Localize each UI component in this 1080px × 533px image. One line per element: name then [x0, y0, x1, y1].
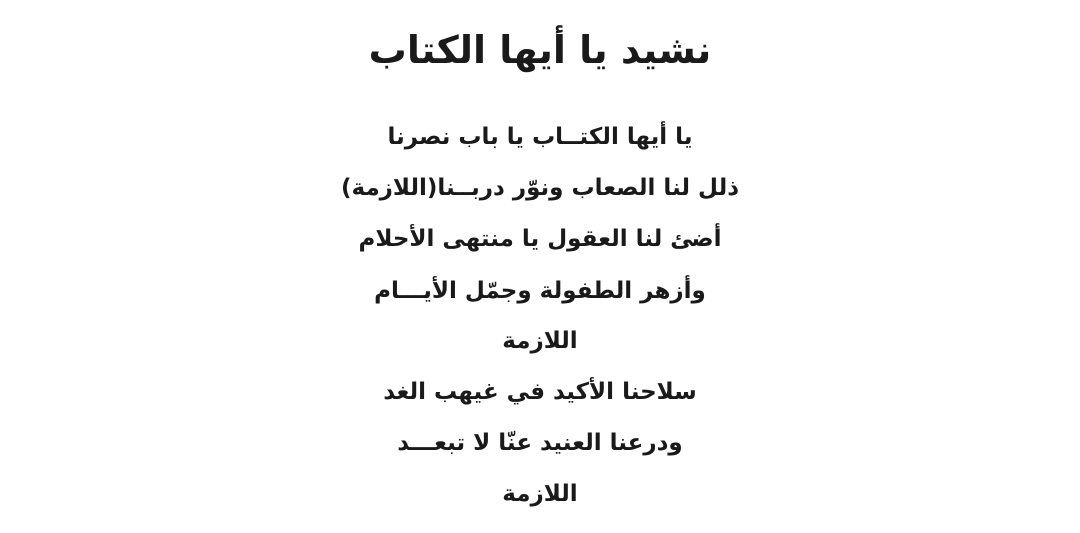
- verse-line-3: أضئ لنا العقول يا منتهى الأحلام: [358, 226, 722, 252]
- verse-line-4: وأزهر الطفولة وجمّل الأيـــام: [374, 278, 706, 304]
- verse-line-6: ودرعنا العنيد عنّا لا تبعـــد: [397, 430, 683, 456]
- refrain-line-1: اللازمة: [502, 328, 578, 354]
- page-title: نشيد يا أيها الكتاب: [368, 28, 712, 72]
- refrain-line-2: اللازمة: [502, 481, 578, 507]
- verse-line-5: سلاحنا الأكيد في غيهب الغد: [383, 379, 697, 405]
- verse-line-1: يا أيها الكتــاب يا باب نصرنا: [387, 124, 693, 150]
- verse-line-2: ذلل لنا الصعاب ونوّر دربــنا(اللازمة): [340, 175, 740, 201]
